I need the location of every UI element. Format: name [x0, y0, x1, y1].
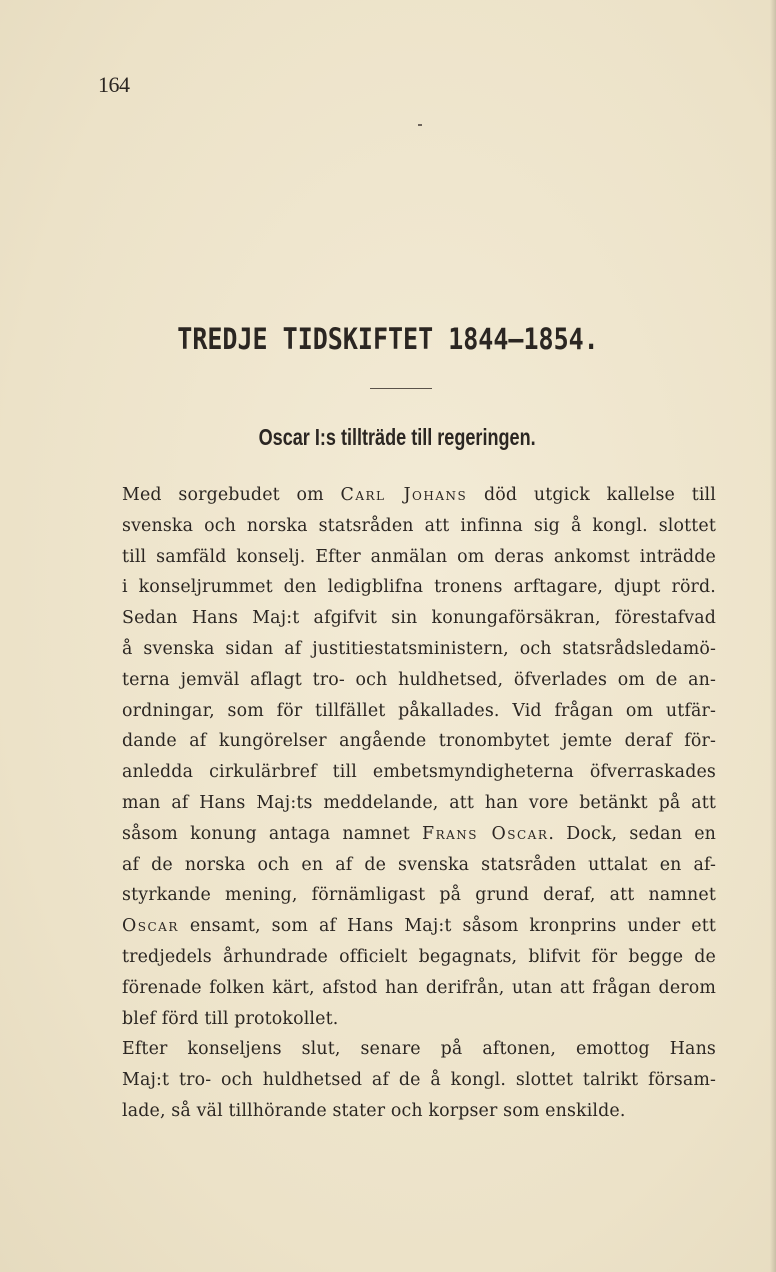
text-line: terna jemväl aflagt tro- och huldhetsed, öfverlades om de an-: [122, 669, 716, 690]
text-line: tredjedels århundrade officielt begagnats, blifvit för begge de: [122, 946, 716, 967]
text-line: Sedan Hans Maj:t afgifvit sin konungaförsäkran, förestafvad: [122, 608, 716, 629]
text-line: blef förd till protokollet.: [122, 1008, 339, 1029]
text-line: lade, så väl tillhörande stater och korpser som enskilde.: [122, 1100, 626, 1121]
body-text: [80, 480, 716, 1127]
small-caps-name: Frans Oscar: [422, 823, 549, 844]
text-line: Efter konseljens slut, senare på aftonen, emottog Hans: [122, 1039, 716, 1060]
paragraph-2: [80, 1034, 716, 1126]
text-line: å svenska sidan af justitiestatsministern, och statsrådsledamö-: [122, 638, 716, 659]
text-line: af de norska och en af de svenska statsråden uttalat en af-: [122, 854, 716, 875]
text-line: i konseljrummet den ledigblifna tronens arftagare, djupt rörd.: [122, 577, 716, 598]
stray-ink-mark: [418, 124, 422, 126]
text-line: styrkande mening, förnämligast på grund deraf, att namnet: [122, 885, 716, 906]
text-line: anledda cirkulärbref till embetsmyndigheterna öfverraskades: [122, 762, 716, 783]
section-heading: TREDJE TIDSKIFTET 1844–1854.: [177, 322, 599, 357]
small-caps-name: Oscar: [122, 916, 179, 937]
paragraph-1: [80, 480, 716, 1034]
text-line: till samfäld konselj. Efter anmälan om deras ankomst inträdde: [122, 546, 716, 567]
page-edge-shadow: [770, 0, 776, 1272]
text-line: ordningar, som för tillfället påkallades. Vid frågan om utfär-: [122, 700, 716, 721]
page-number: 164: [98, 72, 130, 97]
heading-divider: [370, 388, 432, 389]
text-line: dande af kungörelser angående tronombytet jemte deraf för-: [122, 731, 716, 752]
chapter-subheading: Oscar I:s tillträde till regeringen.: [258, 425, 536, 451]
text-line: Med sorgebudet om Carl Johans död utgick kallelse till: [122, 485, 716, 505]
text-line: såsom konung antaga namnet Frans Oscar. Dock, sedan en: [122, 823, 717, 844]
text-line: Oscar ensamt, som af Hans Maj:t såsom kronprins under ett: [122, 916, 716, 937]
small-caps-name: Carl Johans: [340, 485, 468, 505]
text-line: svenska och norska statsråden att infinna sig å kongl. slottet: [122, 515, 716, 536]
text-line: man af Hans Maj:ts meddelande, att han vore betänkt på att: [122, 792, 716, 813]
text-line: förenade folken kärt, afstod han derifrån, utan att frågan derom: [122, 977, 716, 998]
text-line: Maj:t tro- och huldhetsed af de å kongl. slottet talrikt försam-: [122, 1070, 716, 1091]
